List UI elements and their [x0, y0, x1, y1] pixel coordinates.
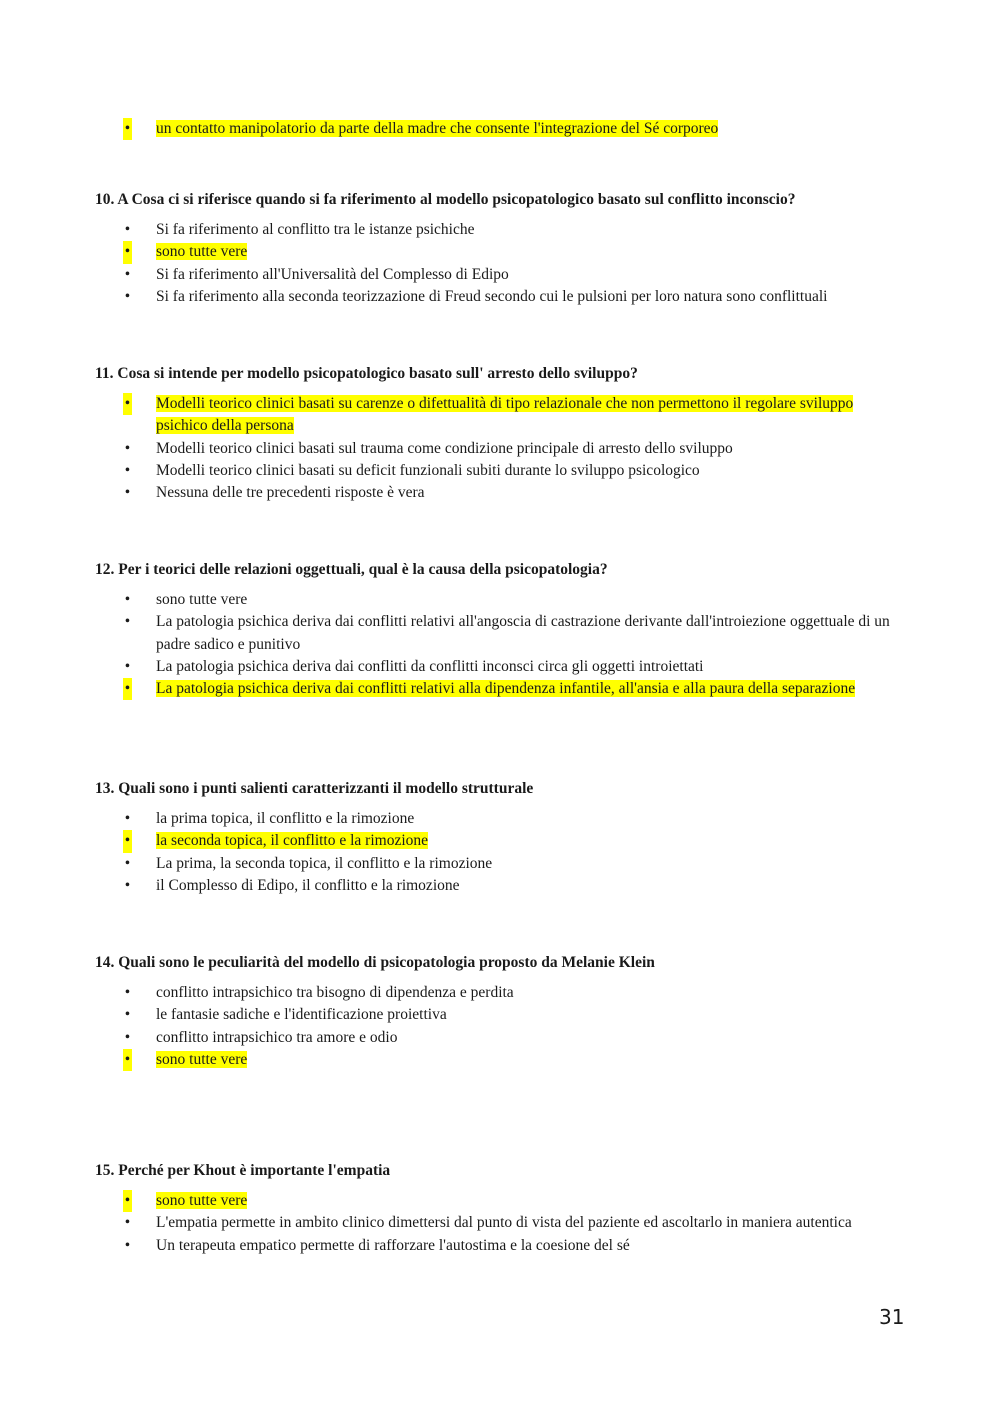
- bullet-icon: •: [124, 265, 131, 283]
- option-text: Si fa riferimento alla seconda teorizzazione di Freud secondo cui le pulsioni per loro natura sono conflittuali: [156, 287, 828, 305]
- bullet-icon: •: [124, 1006, 131, 1024]
- list-item: [95, 1027, 895, 1049]
- question-title: 15. Perché per Khout è importante l'empatia: [95, 1162, 391, 1179]
- bullet-icon: •: [123, 1049, 132, 1071]
- bullet-icon: •: [123, 678, 132, 700]
- list-item: [95, 808, 895, 830]
- highlighted-answer-text: sono tutte vere: [156, 243, 248, 261]
- list-item: [95, 678, 895, 700]
- list-item: [95, 853, 895, 875]
- bullet-icon: •: [124, 1214, 131, 1232]
- option-text: Nessuna delle tre precedenti risposte è vera: [156, 484, 425, 502]
- list-item: [95, 264, 895, 286]
- bullet-icon: •: [124, 854, 131, 872]
- option-text: sono tutte vere: [156, 591, 248, 608]
- question-title: 11. Cosa si intende per modello psicopatologico basato sull' arresto dello sviluppo?: [95, 365, 638, 382]
- bullet-icon: •: [124, 1028, 131, 1046]
- list-item: [95, 1190, 895, 1212]
- bullet-icon: •: [123, 241, 132, 263]
- question-title: 12. Per i teorici delle relazioni oggettuali, qual è la causa della psicopatologia?: [95, 561, 608, 578]
- bullet-icon: •: [124, 461, 131, 479]
- bullet-icon: •: [124, 439, 131, 457]
- list-item: [95, 589, 895, 611]
- bullet-icon: •: [123, 393, 132, 415]
- option-text: conflitto intrapsichico tra bisogno di dipendenza e perdita: [156, 984, 514, 1001]
- option-text: La patologia psichica deriva dai conflitti relativi all'angoscia di castrazione derivante dall'introiezione oggettuale di un padre sadico e punitivo: [156, 613, 890, 653]
- bullet-icon: •: [124, 221, 131, 238]
- question-block: [95, 1160, 895, 1257]
- list-item: [95, 241, 895, 263]
- answer-list: [95, 219, 895, 308]
- highlighted-answer-text: sono tutte vere: [156, 1192, 248, 1209]
- answer-list: [95, 393, 895, 504]
- highlighted-answer-text: La patologia psichica deriva dai conflitti relativi alla dipendenza infantile, all'ansia e alla paura della separazione: [156, 680, 856, 698]
- question-title: 10. A Cosa ci si riferisce quando si fa riferimento al modello psicopatologico basato sul conflitto inconscio?: [95, 191, 796, 208]
- question-block: [95, 559, 895, 700]
- option-text: L'empatia permette in ambito clinico dimettersi dal punto di vista del paziente ed ascoltarlo in maniera autentica: [156, 1214, 852, 1232]
- page-number: 31: [879, 1305, 905, 1329]
- bullet-icon: •: [123, 1190, 132, 1212]
- option-text: conflitto intrapsichico tra amore e odio: [156, 1028, 398, 1046]
- list-item: [95, 482, 895, 504]
- option-text: le fantasie sadiche e l'identificazione proiettiva: [156, 1006, 447, 1024]
- list-item: [95, 656, 895, 678]
- list-item: [95, 875, 895, 897]
- option-text: La prima, la seconda topica, il conflitto e la rimozione: [156, 854, 493, 872]
- highlighted-answer-text: Modelli teorico clinici basati su carenze o difettualità di tipo relazionale che non permettono il regolare sviluppo psichico della persona: [156, 395, 854, 435]
- option-text: Modelli teorico clinici basati su deficit funzionali subiti durante lo sviluppo psicologico: [156, 461, 700, 479]
- bullet-icon: •: [123, 118, 132, 140]
- bullet-icon: •: [123, 830, 132, 852]
- question-block: [95, 363, 895, 504]
- highlighted-answer-text: sono tutte vere: [156, 1050, 248, 1068]
- option-text: la prima topica, il conflitto e la rimozione: [156, 810, 415, 827]
- list-item: [95, 393, 895, 438]
- option-text: un contatto manipolatorio da parte della madre che consente l'integrazione del Sé corporeo: [156, 120, 719, 137]
- question-block: [95, 778, 895, 897]
- answer-list: [95, 808, 895, 897]
- list-item: [95, 1212, 895, 1234]
- list-item: [95, 438, 895, 460]
- question-title: 14. Quali sono le peculiarità del modello di psicopatologia proposto da Melanie Klein: [95, 954, 655, 971]
- list-item: [95, 1049, 895, 1071]
- question-block: [95, 189, 895, 308]
- bullet-icon: •: [124, 1236, 131, 1254]
- option-text: Modelli teorico clinici basati sul trauma come condizione principale di arresto dello sviluppo: [156, 439, 733, 457]
- list-item: [95, 1004, 895, 1026]
- list-item: [95, 118, 895, 140]
- bullet-icon: •: [124, 613, 131, 631]
- question-title: 13. Quali sono i punti salienti caratterizzanti il modello strutturale: [95, 780, 534, 797]
- bullet-icon: •: [124, 287, 131, 305]
- list-item: [95, 982, 895, 1004]
- bullet-icon: •: [124, 876, 131, 894]
- carryover-list: [95, 118, 895, 140]
- option-text: La patologia psichica deriva dai conflitti da conflitti inconsci circa gli oggetti introiettati: [156, 657, 704, 675]
- question-block: [95, 952, 895, 1071]
- option-text: il Complesso di Edipo, il conflitto e la rimozione: [156, 876, 460, 894]
- answer-list: [95, 1190, 895, 1257]
- bullet-icon: •: [124, 810, 131, 827]
- list-item: [95, 1235, 895, 1257]
- list-item: [95, 286, 895, 308]
- option-text: Un terapeuta empatico permette di rafforzare l'autostima e la coesione del sé: [156, 1236, 630, 1254]
- list-item: [95, 460, 895, 482]
- bullet-icon: •: [124, 657, 131, 675]
- bullet-icon: •: [124, 591, 131, 608]
- list-item: [95, 219, 895, 241]
- bullet-icon: •: [124, 984, 131, 1001]
- option-text: Si fa riferimento al conflitto tra le istanze psichiche: [156, 221, 475, 238]
- answer-list: [95, 589, 895, 700]
- highlighted-answer-text: la seconda topica, il conflitto e la rimozione: [156, 832, 429, 850]
- option-text: Si fa riferimento all'Universalità del Complesso di Edipo: [156, 265, 509, 283]
- answer-list: [95, 982, 895, 1071]
- list-item: [95, 611, 895, 656]
- list-item: [95, 830, 895, 852]
- bullet-icon: •: [124, 484, 131, 502]
